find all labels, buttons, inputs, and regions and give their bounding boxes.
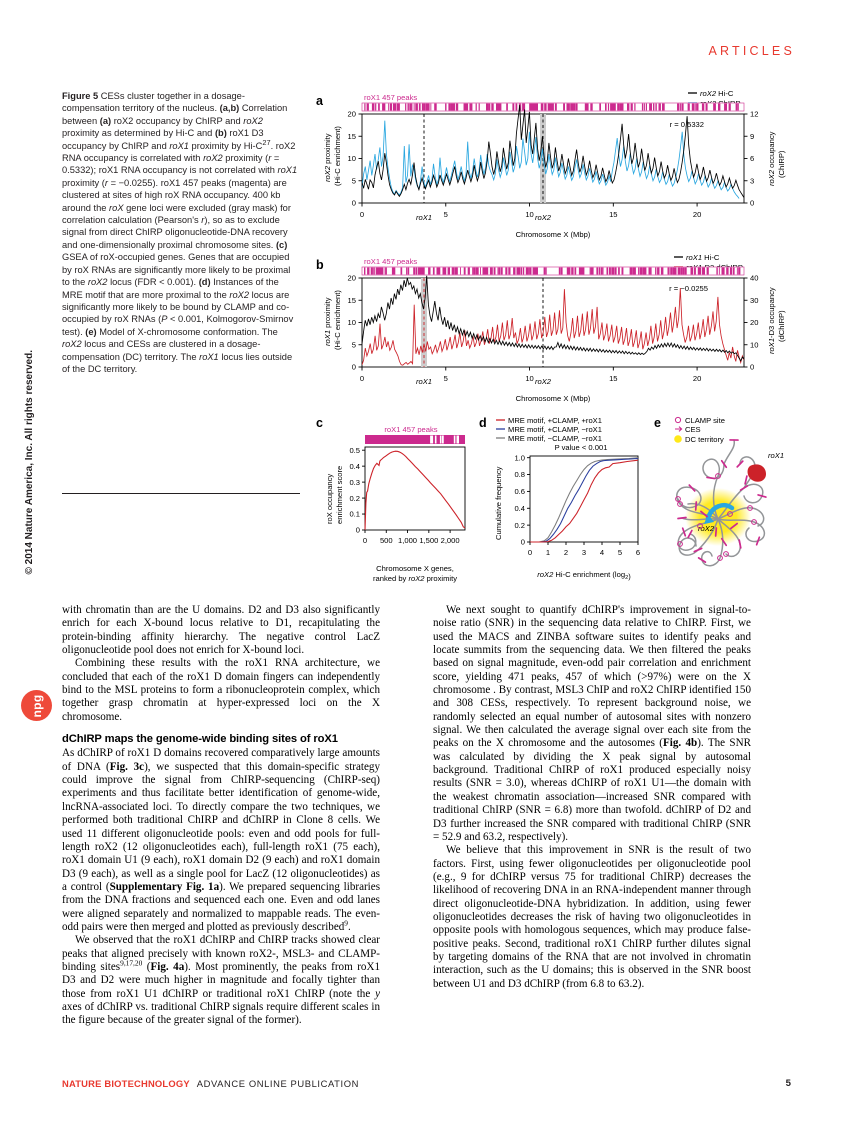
panel-b-letter: b <box>316 258 324 272</box>
panel-d-xlabel: roX2 Hi-C enrichment $(\log_2)$ <box>537 570 631 581</box>
svg-text:20: 20 <box>750 318 759 328</box>
svg-text:10: 10 <box>525 210 534 219</box>
panel-c-chart <box>316 414 476 599</box>
panel-a-peaks-title: roX1 457 peaks <box>364 93 418 102</box>
svg-text:2,000: 2,000 <box>440 536 460 545</box>
svg-text:1,500: 1,500 <box>419 536 439 545</box>
panel-b-r-annotation: r = −0.0255 <box>669 284 708 293</box>
svg-text:0.2: 0.2 <box>514 520 525 530</box>
panel-b-peak-track <box>362 267 744 275</box>
panel-c-xlabel: Chromosome X genes, <box>376 564 454 573</box>
footer-journal: NATURE BIOTECHNOLOGY <box>62 1078 190 1089</box>
figure-5 <box>316 86 796 596</box>
section-heading: dChIRP maps the genome-wide binding sites of roX1 <box>62 733 338 746</box>
svg-text:20: 20 <box>692 210 702 219</box>
body-column-left <box>62 604 380 1028</box>
svg-text:15: 15 <box>347 131 356 141</box>
panel-a-ylabel-right: roX2 occupancy <box>767 131 776 186</box>
svg-text:15: 15 <box>347 295 356 305</box>
footer-status: ADVANCE ONLINE PUBLICATION <box>196 1078 359 1089</box>
svg-text:0.2: 0.2 <box>349 493 360 503</box>
svg-text:0: 0 <box>520 537 525 547</box>
svg-text:0: 0 <box>362 536 368 545</box>
svg-text:0.8: 0.8 <box>514 470 525 480</box>
svg-text:0: 0 <box>750 198 755 208</box>
ces-marker <box>741 486 748 490</box>
svg-text:5: 5 <box>443 210 448 219</box>
svg-text:0.3: 0.3 <box>349 477 360 487</box>
panel-b-peaks-title: roX1 457 peaks <box>364 257 418 266</box>
paragraph: with chromatin than are the U domains. D2 and D3 also significantly enrich for each X-bound locus relative to D1, recapitulating the protein-binding affinity hierarchy. The negative control LacZ oligonucleotide pool does not enrich for X-bound loci. <box>62 604 380 657</box>
svg-text:10: 10 <box>525 374 534 383</box>
svg-text:10: 10 <box>347 154 356 164</box>
figure-caption-text: CESs cluster together in a dosage-compensation territory of the nucleus. (a,b) Correlation between (a) roX2 occupancy by ChIRP and roX2 proximity as determined by Hi-C and (b) roX1 D3 occupancy by ChIRP and roX1 proximity by $Hi-C^{27}$. roX2 RNA occupancy is correlated with roX2 proximity (r = 0.5332); roX1 RNA occupancy is not correlated with roX1 proximity (r = −0.0255). roX1 457 peaks (magenta) are clustered at sites of high roX RNA occupancy. 400 kb around the roX gene loci were excluded (gray mask) for correlation calculation (Pearson's r), so as to exclude signal from direct ChIRP oligonucleotide-DNA recovery and one-dimensionally proximal chromosome sites. (c) GSEA of roX-occupied genes. Genes that are occupied by roX RNAs are significantly more likely to be proximal to the roX2 locus (FDR < 0.001). (d) Instances of the MRE motif that are more proximal to the roX2 locus are significantly more likely to be bound by CLAMP and co-occupied by roX RNAs (P < 0.001, Kolmogorov-Smirnov test). (e) Model of X-chromosome conformation. The roX2 locus and CESs are clustered in a dosage-compensation (DC) territory. The roX1 locus lies outside of the DC territory. <box>62 91 298 374</box>
svg-text:(ChIRP): (ChIRP) <box>777 150 786 178</box>
svg-text:roX1 Hi-C: roX1 Hi-C <box>686 253 720 262</box>
svg-text:MRE motif, +CLAMP, −roX1: MRE motif, +CLAMP, −roX1 <box>508 425 602 434</box>
svg-text:5: 5 <box>351 176 356 186</box>
panel-d-ylabel: Cumulative frequency <box>494 466 503 540</box>
panel-e-letter: e <box>654 416 661 430</box>
paragraph: We next sought to quantify dChIRP's improvement in signal-to-noise ratio (SNR) in the sequencing data relative to ChIRP. First, we used the MACS and ZINBA software suites to identify peaks and locate summits from the sequencing data. We then filtered the peaks based on signal magnitude, even-odd pair correlation and enrichment score, yielding 471 peaks, 457 of which (>97%) were on the X chromosome . By contrast, MSL3 ChIP and roX2 ChIRP identified 150 and 308 CESs, respectively. To represent background noise, we randomly selected an equal number of autosomal sites with nonzero signal. We then calculated the average signal over each site from the peaks on the X chromosome and the autosomes (Fig. 4b). The SNR was calculated by dividing the X peak signal by autosomal background. Traditional ChIRP of roX1 produced especially noisy results (SNR = 3.0), whereas dChIRP of roX1 U1—the domain with the weakest chromatin association—increased SNR compared with traditional ChIRP (SNR = 6.8) more than twofold. dChIRP of D2 and D3 further increased the SNR compared with traditional ChIRP (SNR = 52.9 and 63.2, respectively). <box>433 604 751 843</box>
svg-text:0: 0 <box>359 374 365 383</box>
svg-text:5: 5 <box>617 548 623 557</box>
panel-c-peaks-title: roX1 457 peaks <box>384 425 438 434</box>
panel-e-diagram <box>654 414 794 599</box>
panel-b-xlabel: Chromosome X (Mbp) <box>515 394 591 403</box>
figure-caption-label: Figure 5 <box>62 91 99 101</box>
panel-a-chart <box>316 86 796 258</box>
svg-text:MRE motif, −CLAMP, −roX1: MRE motif, −CLAMP, −roX1 <box>508 434 602 443</box>
svg-text:0: 0 <box>355 525 360 535</box>
panel-a-ylabel-left: roX2 proximity <box>323 133 332 182</box>
svg-text:6: 6 <box>750 154 755 164</box>
svg-text:0: 0 <box>351 362 356 372</box>
paragraph: Combining these results with the roX1 RNA architecture, we concluded that each of the roX1 D domain fingers can independently bind to the MSL proteins to form a ribonucleoprotein complex, which together grasp chromatin at hyper-expressed loci on the X chromosome. <box>62 657 380 723</box>
ces-marker <box>678 518 686 519</box>
panel-c-ylabel: roX occupancy <box>325 473 334 524</box>
panel-b-rox2-label: roX2 <box>534 377 552 386</box>
ces-marker <box>694 548 701 551</box>
footer <box>62 1078 359 1089</box>
svg-text:5: 5 <box>351 340 356 350</box>
panel-d-pvalue: P value < 0.001 <box>554 443 608 452</box>
rox2-label: roX2 <box>698 524 715 533</box>
panel-a-rox1-label: roX1 <box>415 213 433 222</box>
svg-text:15: 15 <box>609 210 618 219</box>
panel-d-legend <box>496 416 607 452</box>
svg-text:4: 4 <box>599 548 605 557</box>
svg-text:(Hi-C enrichment): (Hi-C enrichment) <box>333 126 342 186</box>
svg-text:30: 30 <box>750 295 759 305</box>
svg-text:20: 20 <box>692 374 702 383</box>
svg-text:roX2 Hi-C: roX2 Hi-C <box>700 89 734 98</box>
svg-text:ranked by roX2 proximity: ranked by roX2 proximity <box>372 574 458 583</box>
svg-text:500: 500 <box>379 536 393 545</box>
panel-a-letter: a <box>316 94 323 108</box>
panel-b-rox1-label: roX1 <box>415 377 433 386</box>
ces-marker <box>716 528 717 536</box>
panel-a-r-annotation: r = 0.5332 <box>669 120 704 129</box>
paragraph: We believe that this improvement in SNR is the result of two factors. First, using fewer oligonucleotides per oligonucleotide pool (e.g., 9 for dChIRP versus 75 for traditional ChIRP) decreases the likelihood of recovering DNA in an RNA-independent manner through direct oligonucleotide-DNA hybridization. In addition, using fewer oligonucleotides decreases the risk of having two oligonucleotides in opposite pools with homologous sequences, which may produce false-positive peaks. Second, traditional roX1 ChIRP further dilutes signal by targeting domains of the RNA that are not involved in chromatin interaction, such as the U domains; this is observed in the SNR boost between U1 and D3 dChIRP (from 6.8 to 63.2). <box>433 844 751 990</box>
paragraph: As dChIRP of roX1 D domains recovered comparatively large amounts of DNA (Fig. 3c), we suspected that this domain-specific strategy could improve the signal from ChIRP-sequencing (ChIRP-seq) experiments and thus facilitate better identification of genome-wide, lncRNA-associated loci. To directly compare the two techniques, we performed both traditional ChIRP and dChIRP in Clone 8 cells. We used 11 different oligonucleotide pools: even and odd pools for full-length roX2 (12 oligonucleotides each), full-length roX1 (75 each), roX1 domain U1 (9 each), roX1 domain D2 (9 each) and roX1 domain D3 (9 each), as well as a single pool for LacZ (12 oligonucleotides) as a control (Supplementary Fig. 1a). We prepared sequencing libraries from the DNA fractions and sequenced each one. Even and odd lanes were aligned separately and normalized to mappable reads. The even-odd pairs were then merged and plotted as previously described$^9$. <box>62 747 381 933</box>
panel-e-legend <box>674 416 725 444</box>
svg-text:1: 1 <box>545 548 551 557</box>
running-head: ARTICLES <box>708 44 795 58</box>
svg-text:(dChIRP): (dChIRP) <box>777 310 786 342</box>
svg-text:3: 3 <box>750 176 755 186</box>
svg-text:1.0: 1.0 <box>514 453 525 463</box>
panel-d-chart <box>479 414 659 599</box>
figure-caption <box>62 90 300 375</box>
copyright-vertical: © 2014 Nature America, Inc. All rights reserved. <box>24 350 35 575</box>
panel-a-rox2-label: roX2 <box>534 213 552 222</box>
svg-text:0: 0 <box>351 198 356 208</box>
ces-marker <box>739 540 741 548</box>
panel-d-letter: d <box>479 416 487 430</box>
svg-text:0: 0 <box>527 548 533 557</box>
svg-text:enrichment score: enrichment score <box>335 465 344 524</box>
svg-text:0.4: 0.4 <box>349 461 360 471</box>
panel-a-peak-track <box>362 103 744 111</box>
panel-c-letter: c <box>316 416 323 430</box>
svg-text:10: 10 <box>750 340 759 350</box>
ces-marker <box>707 477 715 478</box>
page-number: 5 <box>785 1078 791 1089</box>
npg-logo <box>21 690 52 721</box>
ces-marker <box>696 502 697 510</box>
svg-text:20: 20 <box>347 109 356 119</box>
svg-text:0.5: 0.5 <box>349 445 360 455</box>
svg-text:6: 6 <box>635 548 641 557</box>
panel-b-ylabel-right: roX1-D3 occupancy <box>767 287 776 354</box>
panel-b-ylabel-left: roX1 proximity <box>323 297 332 346</box>
svg-text:2: 2 <box>563 548 569 557</box>
svg-text:20: 20 <box>347 273 356 283</box>
svg-text:0: 0 <box>359 210 365 219</box>
panel-a-xlabel: Chromosome X (Mbp) <box>515 230 591 239</box>
svg-text:CES: CES <box>685 425 701 434</box>
svg-text:MRE motif, +CLAMP, +roX1: MRE motif, +CLAMP, +roX1 <box>508 416 602 425</box>
paragraph: We observed that the roX1 dChIRP and ChIRP tracks showed clear peaks that aligned precisely with known roX2-, MSL3- and CLAMP-binding sites$^{9,17,20}$ (Fig. 4a). Most prominently, the peaks from roX1 D3 and D2 were much higher in magnitude and focally tighter than those from roX1 U1 dChIRP or traditional roX1 ChIRP (note the y axes of dChIRP vs. traditional ChIRP signals require different scales in the figure because of the greater signal of the former). <box>62 934 381 1027</box>
svg-text:12: 12 <box>750 109 759 119</box>
body-column-right <box>433 604 751 991</box>
svg-text:DC territory: DC territory <box>685 435 724 444</box>
panel-b-chart <box>316 250 796 414</box>
panel-c-peak-track <box>365 435 465 444</box>
caption-rule <box>62 493 300 494</box>
svg-text:15: 15 <box>609 374 618 383</box>
svg-text:(Hi-C enrichment): (Hi-C enrichment) <box>333 290 342 350</box>
ces-marker <box>758 495 766 497</box>
svg-text:CLAMP site: CLAMP site <box>685 416 725 425</box>
svg-text:1,000: 1,000 <box>398 536 418 545</box>
svg-text:9: 9 <box>750 131 755 141</box>
svg-text:40: 40 <box>750 273 759 283</box>
svg-text:5: 5 <box>443 374 448 383</box>
svg-text:10: 10 <box>347 318 356 328</box>
svg-text:0.4: 0.4 <box>514 503 525 513</box>
svg-text:0.6: 0.6 <box>514 487 525 497</box>
svg-text:0.1: 0.1 <box>349 509 360 519</box>
svg-text:3: 3 <box>581 548 587 557</box>
npg-logo-text: npg <box>29 694 44 717</box>
rox1-label: roX1 <box>768 451 785 460</box>
svg-text:0: 0 <box>750 362 755 372</box>
